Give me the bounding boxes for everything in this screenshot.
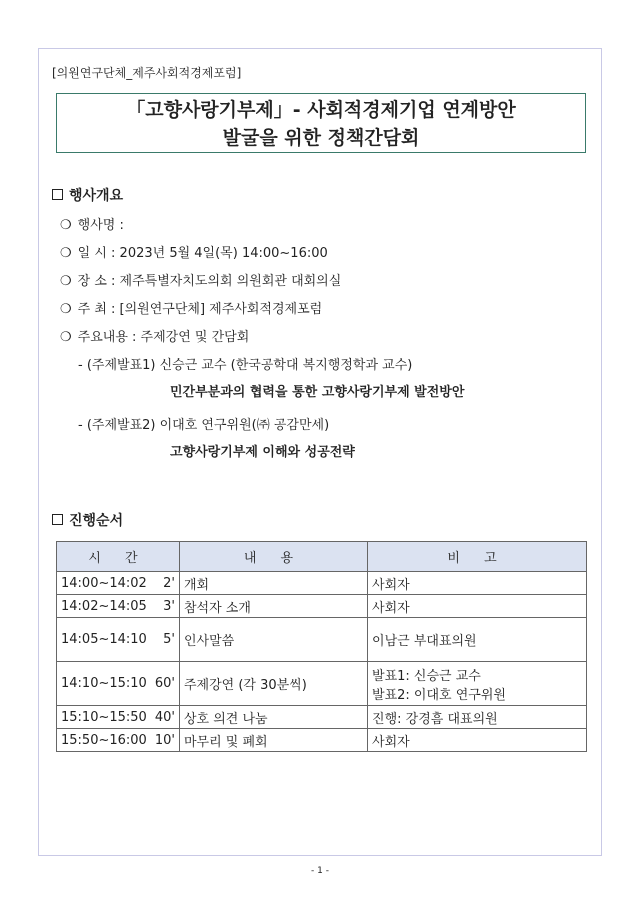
square-bullet-icon <box>52 514 63 525</box>
row-note-line: 발표2: 이대호 연구위원 <box>372 687 506 703</box>
row-note: 사회자 <box>368 595 587 618</box>
section-schedule-title: 진행순서 <box>69 513 124 529</box>
overview-item: ❍ 행사명 : <box>60 218 124 233</box>
overview-item: ❍ 주요내용 : 주제강연 및 간담회 <box>60 330 250 345</box>
row-content: 마무리 및 폐회 <box>179 729 367 752</box>
row-minutes: 2' <box>151 572 180 595</box>
row-content: 개회 <box>179 572 367 595</box>
circle-bullet-icon: ❍ <box>60 246 72 261</box>
table-row <box>57 662 587 706</box>
presentation-1-topic: 민간부분과의 협력을 통한 고향사랑기부제 발전방안 <box>170 385 465 400</box>
overview-item: ❍ 장 소 : 제주특별자치도의회 의원회관 대회의실 <box>60 274 342 289</box>
table-row <box>57 595 587 618</box>
row-content: 인사말씀 <box>179 618 367 662</box>
row-note: 사회자 <box>368 729 587 752</box>
section-overview <box>52 185 123 205</box>
row-content: 주제강연 (각 30분씩) <box>179 662 367 706</box>
circle-bullet-icon: ❍ <box>60 330 72 345</box>
section-schedule <box>52 510 123 530</box>
row-content: 상호 의견 나눔 <box>179 706 367 729</box>
title-box <box>56 93 586 153</box>
overview-item: ❍ 일 시 : 2023년 5월 4일(목) 14:00~16:00 <box>60 246 328 261</box>
circle-bullet-icon: ❍ <box>60 274 72 289</box>
header-time: 시 간 <box>57 542 180 572</box>
schedule-table <box>56 541 587 752</box>
row-note-line: 발표1: 신승근 교수 <box>372 668 481 684</box>
row-time: 14:00~14:02 <box>57 572 151 595</box>
title-line-2: 발굴을 위한 정책간담회 <box>222 127 420 149</box>
presentation-1-speaker: - (주제발표1) 신승근 교수 (한국공학대 복지행정학과 교수) <box>78 358 413 373</box>
row-minutes: 60' <box>151 662 180 706</box>
row-time: 15:10~15:50 <box>57 706 151 729</box>
row-minutes: 10' <box>151 729 180 752</box>
circle-bullet-icon: ❍ <box>60 218 72 233</box>
row-time: 15:50~16:00 <box>57 729 151 752</box>
org-tag: [의원연구단체_제주사회적경제포럼] <box>52 66 242 80</box>
row-note: 이남근 부대표의원 <box>368 618 587 662</box>
title-line-1: 「고향사랑기부제」- 사회적경제기업 연계방안 <box>126 99 516 121</box>
row-time: 14:05~14:10 <box>57 618 151 662</box>
row-content: 참석자 소개 <box>179 595 367 618</box>
table-row <box>57 706 587 729</box>
row-minutes: 5' <box>151 618 180 662</box>
table-row <box>57 572 587 595</box>
row-note <box>368 662 587 706</box>
row-minutes: 3' <box>151 595 180 618</box>
table-header-row <box>57 542 587 572</box>
circle-bullet-icon: ❍ <box>60 302 72 317</box>
presentation-2-speaker: - (주제발표2) 이대호 연구위원(㈜ 공감만세) <box>78 418 330 433</box>
presentation-2-topic: 고향사랑기부제 이해와 성공전략 <box>170 445 355 460</box>
row-note: 사회자 <box>368 572 587 595</box>
row-minutes: 40' <box>151 706 180 729</box>
row-note: 진행: 강경흠 대표의원 <box>368 706 587 729</box>
table-row <box>57 618 587 662</box>
header-note: 비 고 <box>368 542 587 572</box>
overview-item: ❍ 주 최 : [의원연구단체] 제주사회적경제포럼 <box>60 302 323 317</box>
square-bullet-icon <box>52 189 63 200</box>
table-row <box>57 729 587 752</box>
section-overview-title: 행사개요 <box>69 188 124 204</box>
row-time: 14:02~14:05 <box>57 595 151 618</box>
header-content: 내 용 <box>179 542 367 572</box>
row-time: 14:10~15:10 <box>57 662 151 706</box>
page-number: - 1 - <box>311 866 329 876</box>
